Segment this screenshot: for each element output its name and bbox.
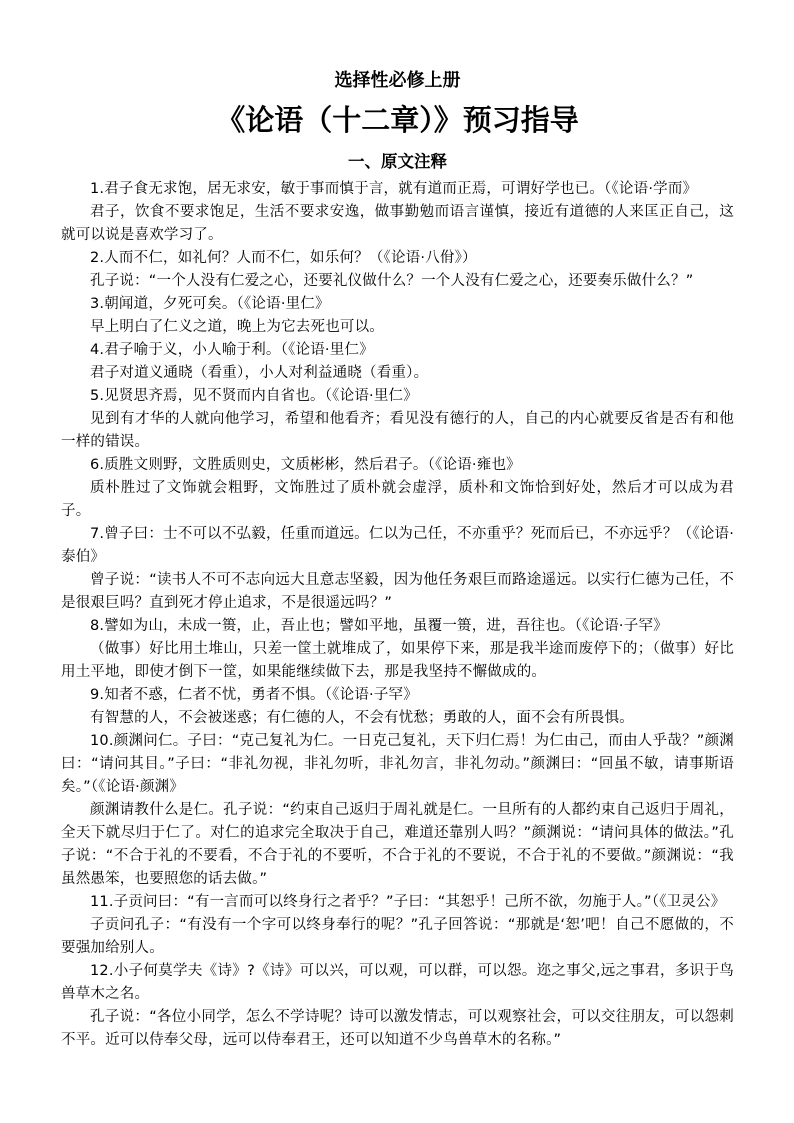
chapter-5-original: 5.见贤思齐焉，见不贤而内自省也。（《论语·里仁》: [90, 388, 418, 404]
document-page: [61, 68, 734, 1052]
chapter-2-translation: 孔子说：“一个人没有仁爱之心，还要礼仪做什么？一个人没有仁爱之心，还要奏乐做什么？”: [90, 273, 694, 289]
chapter-5-translation: 见到有才华的人就向他学习，希望和他看齐；看见没有德行的人，自己的内心就要反省是否有和他一样的错误。: [61, 411, 734, 450]
chapter-7-original: 7.曾子曰：士不可以不弘毅，任重而道远。仁以为己任，不亦重乎？死而后已，不亦远乎？（《论语·泰伯》: [61, 526, 734, 565]
chapter-8-original: 8.譬如为山，未成一篑，止，吾止也；譬如平地，虽覆一篑，进，吾往也。（《论语·子罕》: [90, 618, 668, 634]
chapter-10-translation: 颜渊请教什么是仁。孔子说：“约束自己返归于周礼就是仁。一旦所有的人都约束自己返归于周礼，全天下就尽归于仁了。对仁的追求完全取决于自己，难道还靠别人吗？”颜渊说：“请问具体的做法。”孔子说：“不合于礼的不要看，不合于礼的不要听，不合于礼的不要说，不合于礼的不要做。”颜渊说：“我虽然愚笨，也要照您的话去做。”: [61, 802, 734, 887]
chapter-6-translation: 质朴胜过了文饰就会粗野，文饰胜过了质朴就会虚浮，质朴和文饰恰到好处，然后才可以成为君子。: [61, 480, 734, 519]
chapter-11-translation: 子贡问孔子：“有没有一个字可以终身奉行的呢？”孔子回答说：“那就是‘恕’吧！自己不愿做的，不要强加给别人。: [61, 917, 734, 956]
document-title: 《论语（十二章）》预习指导: [216, 103, 579, 137]
chapter-6-original: 6.质胜文则野，文胜质则史，文质彬彬，然后君子。（《论语·雍也》: [90, 457, 521, 473]
chapter-9-original: 9.知者不惑，仁者不忧，勇者不惧。（《论语·子罕》: [90, 687, 418, 703]
document-body: [61, 178, 734, 1052]
chapter-1-translation: 君子，饮食不要求饱足，生活不要求安逸，做事勤勉而语言谨慎，接近有道德的人来匡正自己，这就可以说是喜欢学习了。: [61, 204, 734, 243]
chapter-8-translation: （做事）好比用土堆山，只差一筐土就堆成了，如果停下来，那是我半途而废停下的；（做事）好比用土平地，即使才倒下一筐，如果能继续做下去，那是我坚持不懈做成的。: [61, 641, 734, 680]
section-heading: 一、原文注释: [348, 152, 447, 171]
chapter-12-translation: 孔子说：“各位小同学，怎么不学诗呢？诗可以激发情志，可以观察社会，可以交往朋友，可以怨刺不平。近可以侍奉父母，远可以侍奉君王，还可以知道不少鸟兽草木的名称。”: [61, 1009, 734, 1048]
chapter-10-original: 10.颜渊问仁。子曰：“克己复礼为仁。一日克己复礼，天下归仁焉！为仁由己，而由人乎哉？”颜渊曰：“请问其目。”子曰：“非礼勿视，非礼勿听，非礼勿言，非礼勿动。”颜渊曰：“回虽不敏，请事斯语矣。”（《论语·颜渊》: [61, 733, 734, 795]
chapter-1-original: 1.君子食无求饱，居无求安，敏于事而慎于言，就有道而正焉，可谓好学也已。（《论语·学而》: [90, 181, 698, 197]
chapter-9-translation: 有智慧的人，不会被迷惑；有仁德的人，不会有忧愁；勇敢的人，面不会有所畏惧。: [90, 710, 634, 726]
chapter-2-original: 2.人而不仁，如礼何？人而不仁，如乐何？（《论语·八佾》）: [90, 250, 477, 266]
textbook-volume-heading: 选择性必修上册: [334, 70, 461, 91]
chapter-7-translation: 曾子说：“读书人不可不志向远大且意志坚毅，因为他任务艰巨而路途遥远。以实行仁德为己任，不是很艰巨吗？直到死才停止追求，不是很遥远吗？”: [61, 572, 734, 611]
chapter-12-original: 12.小子何莫学夫《诗》?《诗》可以兴，可以观，可以群，可以怨。迩之事父,远之事君，多识于鸟兽草木之名。: [61, 963, 734, 1002]
chapter-3-translation: 早上明白了仁义之道，晚上为它去死也可以。: [90, 319, 384, 335]
chapter-3-original: 3.朝闻道，夕死可矣。（《论语·里仁》: [90, 296, 330, 312]
chapter-4-translation: 君子对道义通晓（看重），小人对利益通晓（看重）。: [90, 365, 429, 381]
chapter-4-original: 4.君子喻于义，小人喻于利。（《论语·里仁》: [90, 342, 374, 358]
chapter-11-original: 11.子贡问曰：“有一言而可以终身行之者乎？”子曰：“其恕乎！己所不欲，勿施于人。”（《卫灵公》: [90, 894, 726, 910]
